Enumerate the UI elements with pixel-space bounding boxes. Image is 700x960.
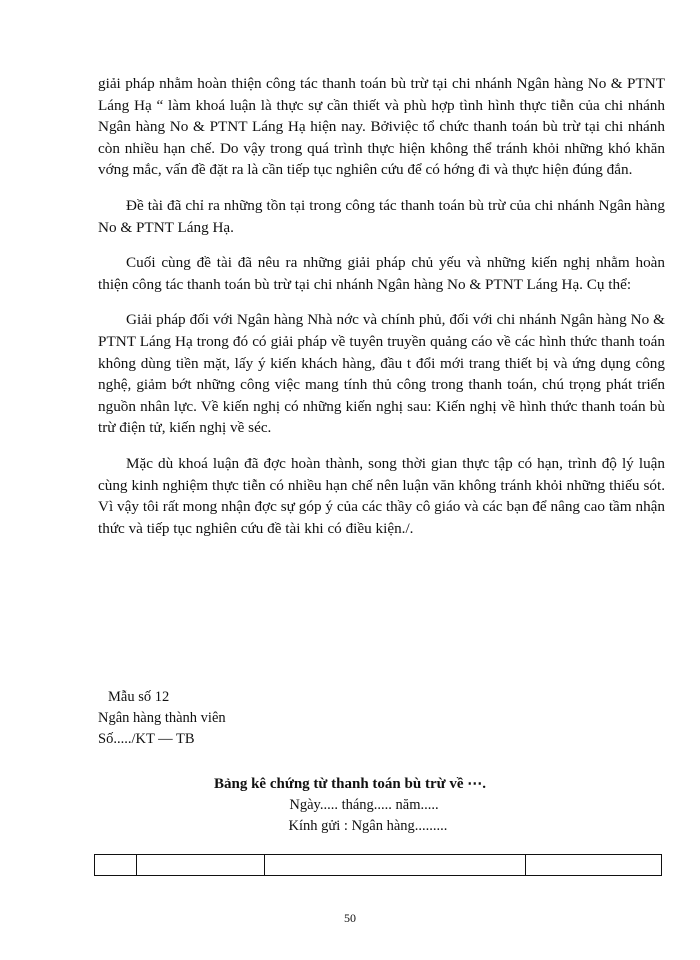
form-member-bank: Ngân hàng thành viên [98,710,226,726]
statement-heading [0,774,700,837]
form-number: Số...../KT — TB [98,731,195,747]
form-header [98,687,226,750]
paragraph-2: Đề tài đã chỉ ra những tồn tại trong công tác thanh toán bù trừ của chi nhánh Ngân hàng No & PTNT Láng Hạ. [98,196,665,236]
paragraph-4: Giải pháp đối với Ngân hàng Nhà nớc và chính phủ, đối với chi nhánh Ngân hàng No & PTNT Láng Hạ trong đó có giải pháp về tuyên truyền quảng cáo về các hình thức thanh toán không dùng tiền mặt, lấy ý kiến khách hàng, đầu t đổi mới trang thiết bị và ứng dụng công nghệ, giảm bớt những công việc mang tính thủ công trong thanh toán, chú trọng phát triển nguồn nhân lực. Về kiến nghị có những kiến nghị sau: Kiến nghị về hình thức thanh toán bù trừ điện tử, kiến nghị về séc. [98,311,665,437]
statement-date-line: Ngày..... tháng..... năm..... [289,797,439,813]
statement-table [94,854,662,876]
table-cell [265,855,526,876]
paragraph-1: giải pháp nhằm hoàn thiện công tác thanh toán bù trừ tại chi nhánh Ngân hàng No & PTNT Láng Hạ “ làm khoá luận là thực sự cần thiết và phù hợp tình hình thực tiễn của chi nhánh Ngân hàng No & PTNT Láng Hạ hiện nay. Bởiviệc tổ chức thanh toán bù trừ tại chi nhánh còn nhiều hạn chế. Do vậy trong quá trình thực hiện không thể tránh khỏi những khó khăn vớng mắc, vấn đề đặt ra là cần tiếp tục nghiên cứu để có hớng đi và thực hiện đúng đắn. [98,75,665,179]
body-text [98,73,665,553]
statement-recipient-line: Kính gửi : Ngân hàng......... [288,818,448,834]
table-row [95,855,662,876]
statement-title: Bảng kê chứng từ thanh toán bù trừ về ⋯. [213,776,487,792]
table-cell [95,855,137,876]
form-sample-label: Mẫu số 12 [108,689,170,705]
table-cell [137,855,265,876]
paragraph-3: Cuối cùng đề tài đã nêu ra những giải pháp chủ yếu và những kiến nghị nhằm hoàn thiện công tác thanh toán bù trừ tại chi nhánh Ngân hàng No & PTNT Láng Hạ. Cụ thể: [98,254,665,293]
table-cell [526,855,662,876]
paragraph-5: Mặc dù khoá luận đã đợc hoàn thành, song thời gian thực tập có hạn, trình độ lý luận cùng kinh nghiệm thực tiễn có nhiều hạn chế nên luận văn không tránh khỏi những thiếu sót. Vì vậy tôi rất mong nhận đợc sự góp ý của các thầy cô giáo và các bạn để nâng cao tầm nhận thức và tiếp tục nghiên cứu đề tài khi có điều kiện./. [98,454,665,537]
page-number: 50 [344,911,356,925]
